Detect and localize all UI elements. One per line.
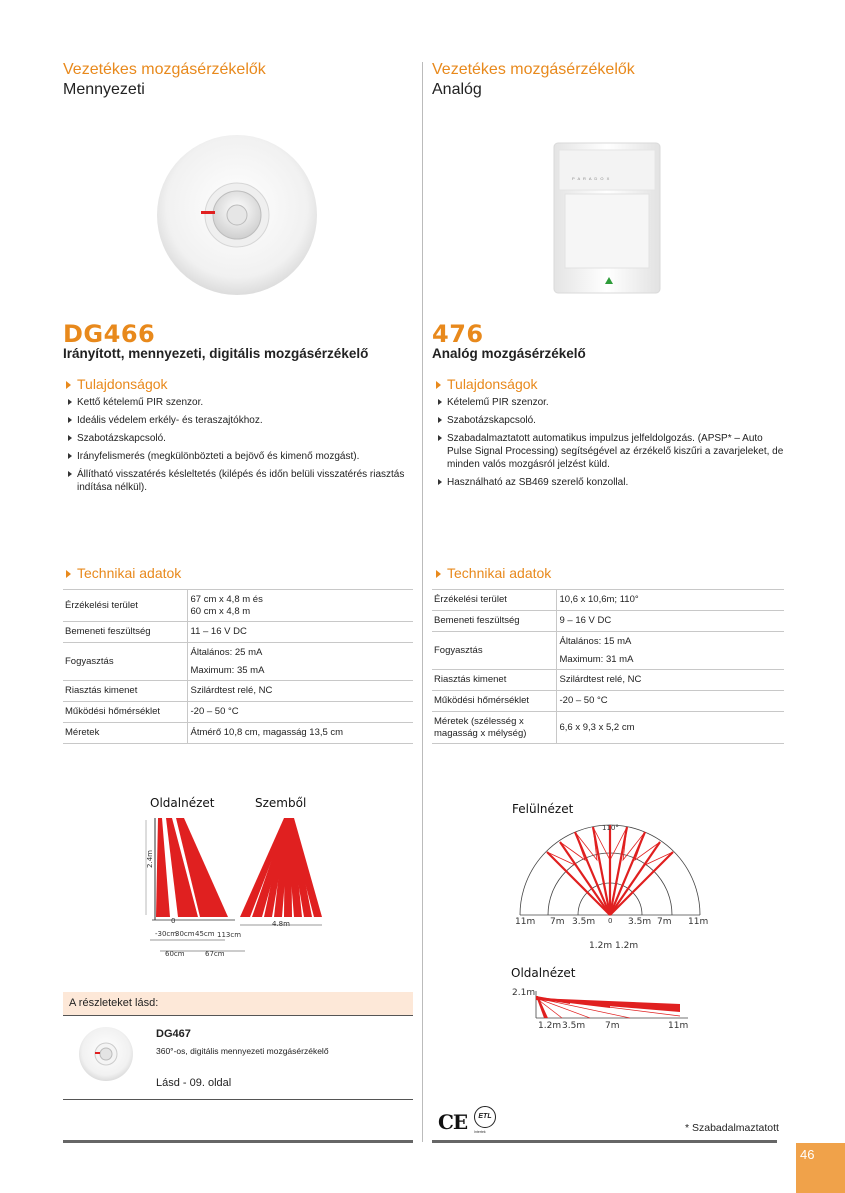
spec-key: Fogyasztás [432, 632, 556, 670]
right-top-sub-label: 1.2m [615, 941, 639, 951]
list-item: Ideális védelem erkély- és teraszajtókhoz. [66, 414, 406, 427]
left-bottom-label: 67cm [205, 950, 225, 958]
table-row [63, 681, 413, 702]
footnote: * Szabadalmaztatott [685, 1122, 779, 1134]
right-top-axis-label: 7m [657, 917, 672, 927]
right-top-axis-label: 11m [515, 917, 536, 927]
device-brand: P A R A D O X [572, 176, 611, 181]
list-item: Állítható visszatérés késleltetés (kilépés és időn belüli visszatérés riasztás indítása nélkül). [66, 468, 406, 494]
list-item: Szabotázskapcsoló. [66, 432, 406, 445]
right-side-view-label: Oldalnézet [511, 966, 576, 980]
left-side-view-label: Oldalnézet [150, 796, 215, 810]
dg466-coverage-diagram [140, 815, 330, 965]
spec-value: 11 – 16 V DC [187, 622, 413, 643]
left-description: Irányított, mennyezeti, digitális mozgásérzékelő [63, 346, 369, 361]
ref-description: 360°-os, digitális mennyezeti mozgásérzékelő [156, 1046, 329, 1056]
spec-key: Méretek [63, 723, 187, 744]
left-tick-label: -30cm [155, 930, 178, 938]
476-side-view-diagram [530, 990, 690, 1022]
right-model: 476 [432, 320, 484, 348]
left-zero-label: 0 [171, 917, 176, 925]
spec-value: -20 – 50 °C [187, 702, 413, 723]
spec-value: 10,6 x 10,6m; 110° [556, 590, 784, 611]
spec-value: Szilárdtest relé, NC [556, 670, 784, 691]
table-row [63, 723, 413, 744]
right-side-height-label: 2.1m [512, 988, 536, 998]
right-side-axis-label: 7m [605, 1021, 620, 1031]
page-number: 46 [796, 1143, 845, 1193]
right-side-axis-label: 11m [668, 1021, 689, 1031]
left-features-list [66, 396, 406, 499]
list-item: Szabotázskapcsoló. [436, 414, 786, 427]
spec-value: 6,6 x 9,3 x 5,2 cm [556, 712, 784, 744]
spec-key: Érzékelési terület [432, 590, 556, 611]
left-tech-heading: Technikai adatok [66, 565, 181, 581]
right-side-axis-label: 1.2m [538, 1021, 562, 1031]
left-model: DG466 [63, 320, 156, 348]
list-item: Kettő kételemű PIR szenzor. [66, 396, 406, 409]
list-item: Irányfelismerés (megkülönbözteti a bejövő és kimenő mozgást). [66, 450, 406, 463]
table-row [432, 611, 784, 632]
table-row [63, 702, 413, 723]
table-row [63, 643, 413, 681]
table-row [432, 712, 784, 744]
right-category: Vezetékes mozgásérzékelők [432, 61, 635, 78]
ref-page-link[interactable]: Lásd - 09. oldal [156, 1077, 232, 1089]
table-row [432, 691, 784, 712]
left-tick-label: 30cm [175, 930, 195, 938]
right-top-axis-label: 3.5m [572, 917, 596, 927]
list-item: Szabadalmaztatott automatikus impulzus jelfeldolgozás. (APSP* – Auto Pulse Signal Processing) segítségével az érzékelő kiszűri a zavarjeleket, de minden valós mozgásról jelzést küld. [436, 432, 786, 471]
spec-value: Átmérő 10,8 cm, magasság 13,5 cm [187, 723, 413, 744]
right-angle-label: 110° [602, 824, 619, 832]
right-description: Analóg mozgásérzékelő [432, 346, 586, 361]
spec-key: Működési hőmérséklet [63, 702, 187, 723]
spec-key: Érzékelési terület [63, 590, 187, 622]
spec-value: Szilárdtest relé, NC [187, 681, 413, 702]
spec-value: 67 cm x 4,8 m és 60 cm x 4,8 m [187, 590, 413, 622]
right-spec-table [432, 589, 784, 744]
left-front-view-label: Szemből [255, 796, 307, 810]
left-tick-label: 113cm [217, 931, 242, 939]
table-row [432, 590, 784, 611]
right-footer-rule [432, 1140, 777, 1143]
left-footer-rule [63, 1140, 413, 1143]
476-product-image [553, 142, 661, 294]
spec-value: 9 – 16 V DC [556, 611, 784, 632]
left-subcategory: Mennyezeti [63, 81, 145, 98]
spec-key: Fogyasztás [63, 643, 187, 681]
spec-value: -20 – 50 °C [556, 691, 784, 712]
dg466-product-image [156, 134, 318, 296]
spec-key: Méretek (szélesség x magasság x mélység) [432, 712, 556, 744]
spec-key: Működési hőmérséklet [432, 691, 556, 712]
spec-value: Általános: 15 mA Maximum: 31 mA [556, 632, 784, 670]
table-row [432, 670, 784, 691]
spec-value: Általános: 25 mA Maximum: 35 mA [187, 643, 413, 681]
left-category: Vezetékes mozgásérzékelők [63, 61, 266, 78]
list-item: Használható az SB469 szerelő konzollal. [436, 476, 786, 489]
476-top-view-diagram [515, 820, 710, 918]
right-top-axis-label: 0 [608, 917, 613, 925]
spec-key: Riasztás kimenet [432, 670, 556, 691]
table-row [432, 632, 784, 670]
ref-model: DG467 [156, 1028, 191, 1040]
etl-sub-label: Intertek [474, 1130, 486, 1134]
spec-key: Bemeneti feszültség [63, 622, 187, 643]
right-top-axis-label: 7m [550, 917, 565, 927]
spec-key: Bemeneti feszültség [432, 611, 556, 632]
table-row [63, 622, 413, 643]
right-top-view-label: Felülnézet [512, 802, 574, 816]
left-bottom-label: 60cm [165, 950, 185, 958]
etl-mark-icon: ETL [474, 1106, 496, 1128]
right-subcategory: Analóg [432, 81, 482, 98]
left-features-heading: Tulajdonságok [66, 376, 168, 392]
right-side-axis-label: 3.5m [562, 1021, 586, 1031]
ref-divider [63, 1099, 413, 1100]
table-row [63, 590, 413, 622]
left-height-label: 2.4m [145, 850, 154, 868]
right-tech-heading: Technikai adatok [436, 565, 551, 581]
column-divider [422, 62, 423, 1142]
see-details-bar: A részleteket lásd: [63, 992, 413, 1016]
spec-key: Riasztás kimenet [63, 681, 187, 702]
list-item: Kételemű PIR szenzor. [436, 396, 786, 409]
right-features-heading: Tulajdonságok [436, 376, 538, 392]
left-width-label: 4.8m [272, 920, 290, 928]
right-top-axis-label: 3.5m [628, 917, 652, 927]
left-tick-label: 45cm [195, 930, 215, 938]
right-features-list [436, 396, 786, 494]
dg467-product-image [78, 1026, 134, 1082]
ce-mark-icon: CE [438, 1110, 468, 1134]
right-top-axis-label: 11m [688, 917, 709, 927]
left-spec-table [63, 589, 413, 744]
right-top-sub-label: 1.2m [589, 941, 613, 951]
